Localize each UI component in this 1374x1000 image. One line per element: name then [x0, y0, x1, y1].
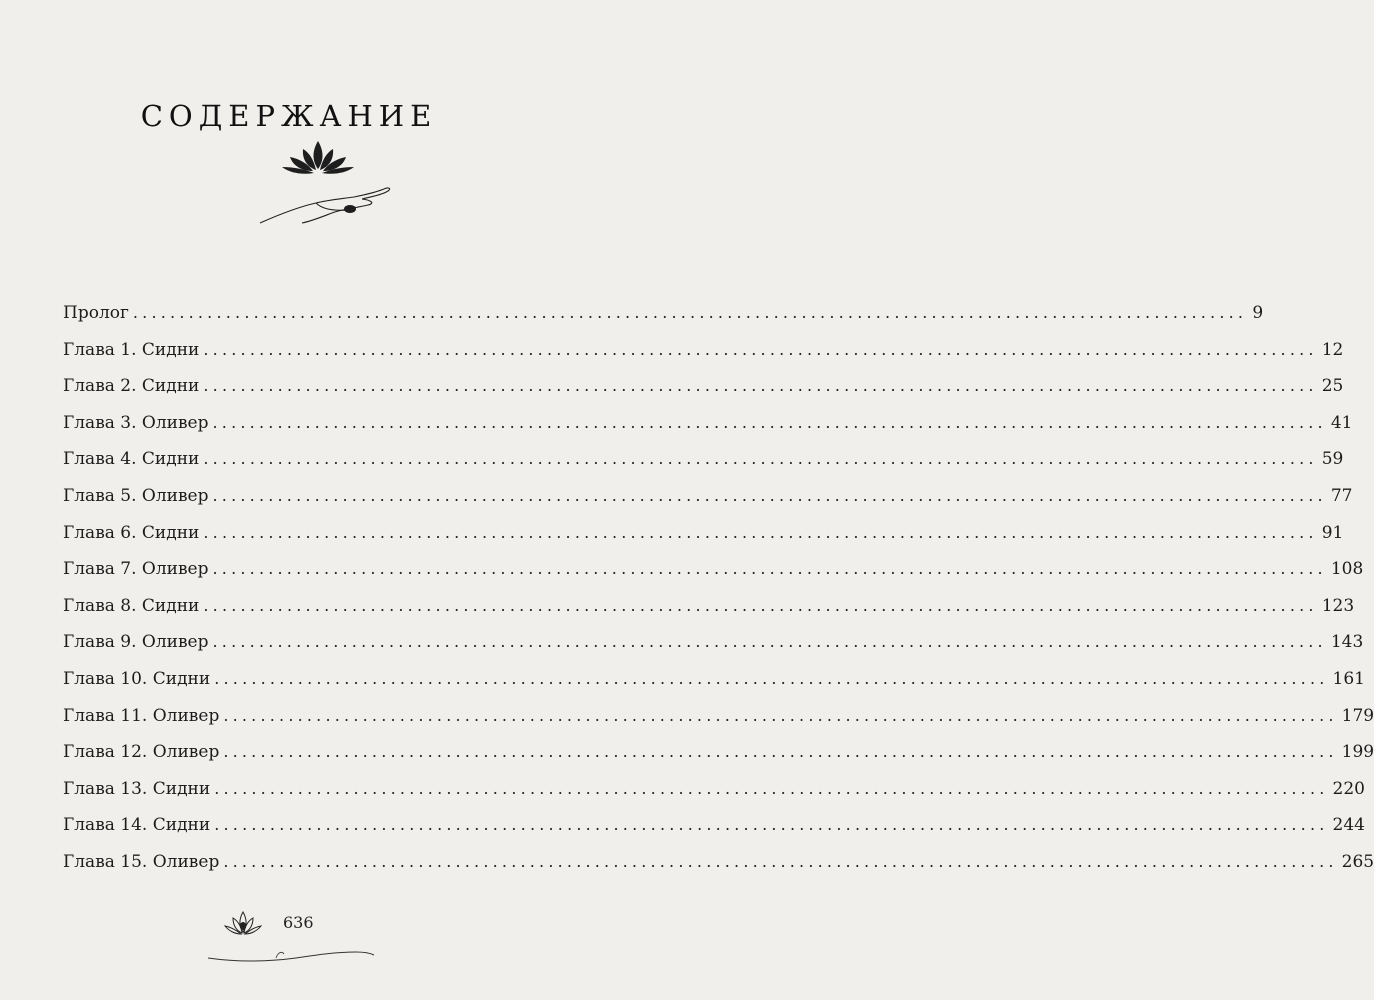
toc-entry — [63, 778, 1365, 816]
dot-leader: ........................................................................................................................ — [214, 815, 1329, 835]
toc-entry-page: 123 — [1321, 595, 1355, 616]
toc-entry-title: Глава 11. Оливер — [63, 705, 220, 726]
toc-entry-page: 143 — [1330, 632, 1364, 653]
toc-entry-title: Глава 3. Оливер — [63, 412, 209, 433]
toc-entry — [63, 668, 1365, 706]
toc-entry-title: Глава 1. Сидни — [63, 339, 200, 360]
dot-leader: ........................................................................................................................ — [223, 742, 1338, 762]
toc-entry — [63, 705, 1374, 743]
toc-entry — [63, 303, 1264, 340]
dot-leader: ........................................................................................................................ — [203, 449, 1318, 469]
lotus-on-hand-icon — [258, 137, 398, 227]
toc-entry-title: Глава 15. Оливер — [63, 851, 220, 872]
toc-entry — [63, 742, 1374, 779]
toc-entry — [63, 851, 1374, 889]
lotus-flourish-icon — [220, 908, 266, 942]
toc-entry — [63, 376, 1344, 413]
toc-entry-title: Глава 8. Сидни — [63, 595, 200, 616]
toc-entry-title: Глава 5. Оливер — [63, 485, 209, 506]
toc-entry-title: Глава 6. Сидни — [63, 522, 200, 543]
toc-entry-title: Глава 12. Оливер — [63, 742, 220, 763]
toc-entry-page: 91 — [1321, 522, 1344, 543]
page-number: 636 — [283, 913, 314, 932]
toc-entry — [63, 412, 1353, 450]
toc-entry-page: 199 — [1341, 742, 1374, 763]
page-title: СОДЕРЖАНИЕ — [140, 99, 438, 134]
toc-entry-page: 9 — [1252, 303, 1264, 323]
dot-leader: ........................................................................................................................ — [223, 705, 1338, 725]
toc-entry-page: 25 — [1321, 376, 1344, 397]
toc-entry-title: Глава 13. Сидни — [63, 778, 211, 799]
dot-leader: ........................................................................................................................ — [214, 778, 1329, 798]
dot-leader: ........................................................................................................................ — [212, 412, 1327, 432]
toc-entry-page: 59 — [1321, 449, 1344, 470]
dot-leader: ........................................................................................................................ — [203, 376, 1318, 396]
toc-entry-page: 12 — [1321, 339, 1344, 360]
toc-entry-page: 220 — [1332, 778, 1365, 799]
toc-entry-title: Глава 4. Сидни — [63, 449, 200, 470]
toc-entry-page: 161 — [1332, 668, 1365, 689]
toc-entry — [63, 559, 1364, 596]
toc-entry-title: Глава 14. Сидни — [63, 815, 211, 836]
dot-leader: ........................................................................................................................ — [212, 559, 1327, 579]
toc-entry-page: 265 — [1341, 851, 1374, 872]
toc-entry — [63, 449, 1344, 486]
toc-entry-title: Глава 2. Сидни — [63, 376, 200, 397]
toc-entry — [63, 339, 1344, 377]
dot-leader: ........................................................................................................................ — [212, 632, 1327, 652]
toc-entry-page: 179 — [1341, 705, 1374, 726]
toc-entry-title: Глава 7. Оливер — [63, 559, 209, 580]
toc-entry-page: 244 — [1332, 815, 1365, 836]
dot-leader: ........................................................................................................................ — [203, 522, 1318, 542]
dot-leader: ........................................................................................................................ — [212, 485, 1327, 505]
toc-entry-title: Пролог — [63, 303, 129, 323]
table-of-contents — [63, 303, 1374, 889]
dot-leader: ........................................................................................................................ — [132, 303, 1248, 322]
toc-entry — [63, 485, 1353, 523]
toc-entry-page: 77 — [1330, 485, 1353, 506]
toc-entry — [63, 522, 1344, 560]
toc-entry — [63, 815, 1365, 852]
toc-entry — [63, 595, 1355, 633]
toc-entry — [63, 632, 1364, 669]
dot-leader: ........................................................................................................................ — [214, 668, 1329, 688]
toc-entry-page: 108 — [1330, 559, 1364, 580]
dot-leader: ........................................................................................................................ — [223, 851, 1338, 871]
toc-entry-title: Глава 9. Оливер — [63, 632, 209, 653]
toc-entry-page: 41 — [1330, 412, 1353, 433]
dot-leader: ........................................................................................................................ — [203, 595, 1318, 615]
dot-leader: ........................................................................................................................ — [203, 339, 1318, 359]
toc-entry-title: Глава 10. Сидни — [63, 668, 211, 689]
